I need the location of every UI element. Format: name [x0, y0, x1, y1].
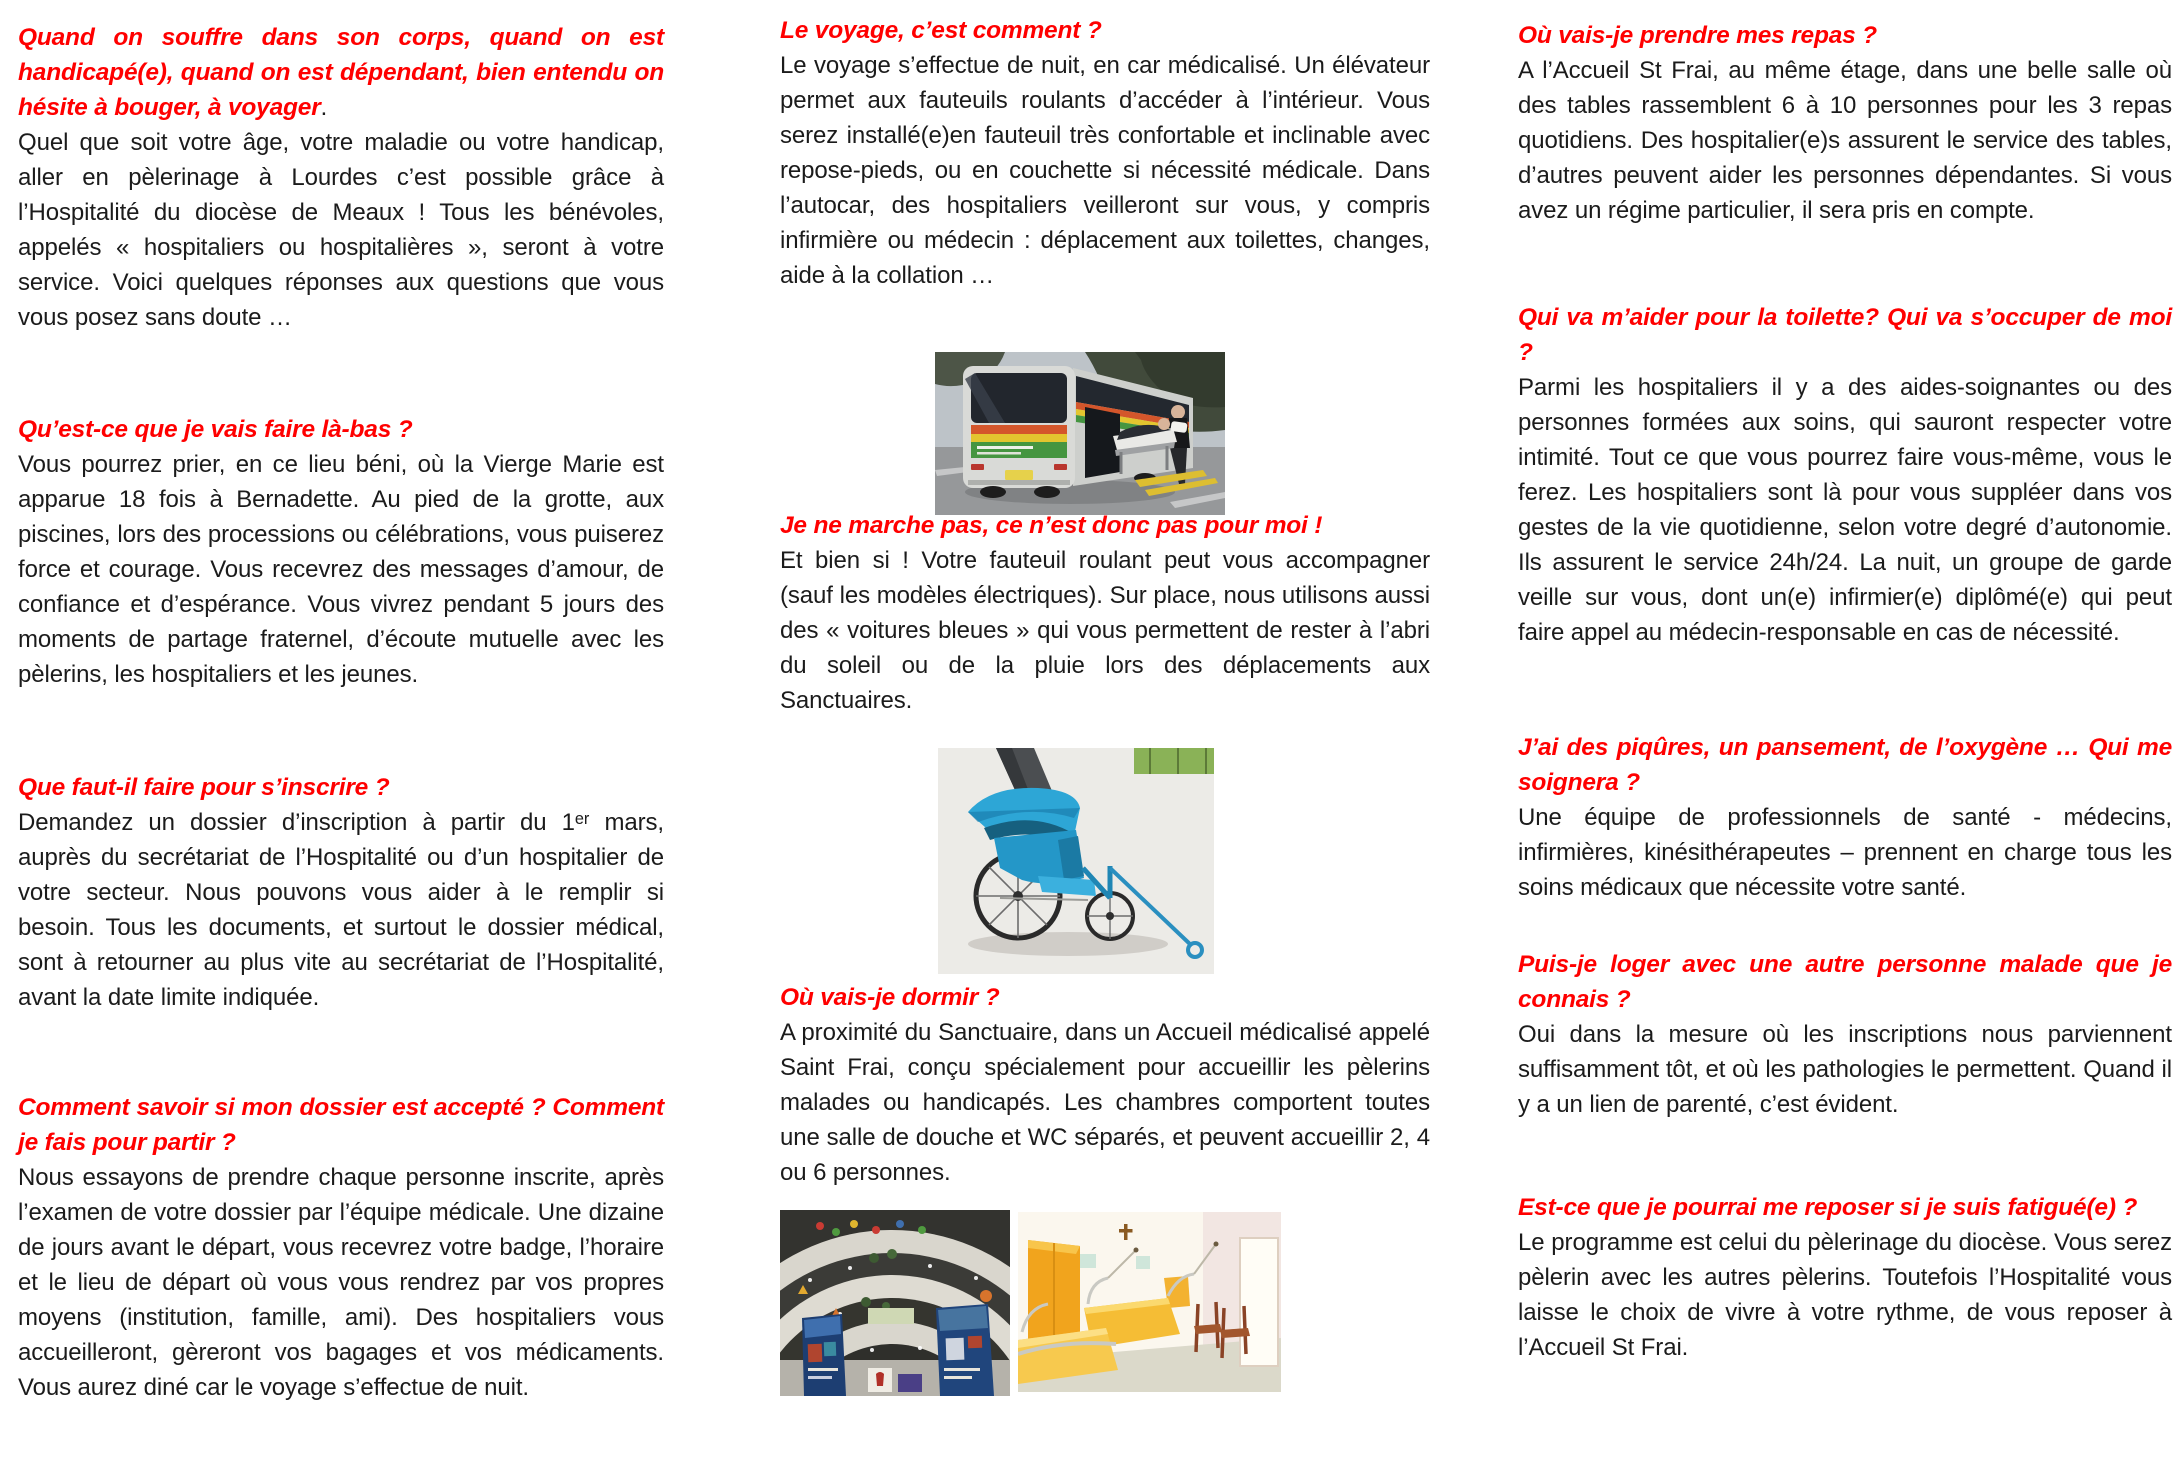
- medicalized-coach-photo: [935, 352, 1225, 515]
- question-heading-text: Qui va m’aider pour la toilette? Qui va s’occuper de moi ?: [1518, 304, 2172, 366]
- question-heading: [18, 770, 664, 805]
- blue-cart-illustration: [938, 748, 1214, 974]
- section-repas: [1518, 18, 2172, 228]
- answer-paragraph: Oui dans la mesure où les inscriptions nous parviennent suffisamment tôt, et où les pathologies le permettent. Quand il y a un lien de parenté, c’est évident.: [1518, 1021, 2172, 1118]
- answer-paragraph: Le voyage s’effectue de nuit, en car médicalisé. Un élévateur permet aux fauteuils roulants d’accéder à l’intérieur. Vous serez installé(e)en fauteuil très confortable et inclinable avec repose-pieds, ou en couchette si nécessité médicale. Dans l’autocar, des hospitaliers veilleront sur vous, y compris infirmière ou médecin : déplacement aux toilettes, changes, aide à la collation …: [780, 52, 1430, 289]
- answer-paragraph: Le programme est celui du pèlerinage du diocèse. Vous serez pèlerin avec les autres pèlerins. Toutefois l’Hospitalité vous laisse le choix de vivre à votre rythme, de vous reposer à l’Accueil St Frai.: [1518, 1229, 2172, 1361]
- question-heading: [1518, 730, 2172, 800]
- question-heading-text: Le voyage, c’est comment ?: [780, 17, 1102, 44]
- question-heading: [18, 412, 664, 447]
- blue-cart-photo: [938, 748, 1214, 974]
- question-heading: [1518, 18, 2172, 53]
- question-heading: [780, 508, 1430, 543]
- question-heading: [780, 980, 1430, 1015]
- question-heading-text: Que faut-il faire pour s’inscrire ?: [18, 774, 390, 801]
- section-je-ne-marche-pas: [780, 508, 1430, 718]
- answer-paragraph: Une équipe de professionnels de santé - médecins, infirmières, kinésithérapeutes – prennent en charge tous les soins médicaux que nécessite votre santé.: [1518, 804, 2172, 901]
- section-loger: [1518, 947, 2172, 1122]
- answer-paragraph: Nous essayons de prendre chaque personne inscrite, après l’examen de votre dossier par l’équipe médicale. Une dizaine de jours avant le départ, vous recevrez votre badge, l’horaire et le lieu de départ où vous vous rendrez par vos propres moyens (institution, famille, ami). Des hospitaliers vous accueilleront, gèreront vos bagages et vos médicaments. Vous aurez diné car le voyage s’effectue de nuit.: [18, 1164, 664, 1401]
- question-heading-text: Est-ce que je pourrai me reposer si je suis fatigué(e) ?: [1518, 1194, 2138, 1221]
- answer-paragraph: Demandez un dossier d’inscription à partir du 1ᵉʳ mars, auprès du secrétariat de l’Hospitalité ou d’un hospitalier de votre secteur. Nous pouvons vous aider à le remplir si besoin. Tous les documents, et surtout le dossier médical, sont à retourner au plus vite au secrétariat de l’Hospitalité, avant la date limite indiquée.: [18, 809, 664, 1011]
- question-heading-text: Comment savoir si mon dossier est accepté ? Comment je fais pour partir ?: [18, 1094, 664, 1156]
- bedroom-illustration: [1018, 1212, 1281, 1392]
- question-heading-text: Qu’est-ce que je vais faire là-bas ?: [18, 416, 413, 443]
- answer-paragraph: Et bien si ! Votre fauteuil roulant peut vous accompagner (sauf les modèles électriques). Sur place, nous utilisons aussi des « voitures bleues » qui vous permettent de rester à l’abri du soleil ou de la pluie lors des déplacements aux Sanctuaires.: [780, 547, 1430, 714]
- column-middle: [780, 0, 1430, 1484]
- answer-paragraph: Quel que soit votre âge, votre maladie ou votre handicap, aller en pèlerinage à Lourdes c’est possible grâce à l’Hospitalité du diocèse de Meaux ! Tous les bénévoles, appelés « hospitaliers ou hospitalières », seront à votre service. Voici quelques réponses aux questions que vous vous posez sans doute …: [18, 129, 664, 331]
- column-right: [1518, 0, 2172, 1484]
- section-inscription: [18, 770, 664, 1015]
- question-heading: [780, 13, 1430, 48]
- section-intro: [18, 20, 664, 335]
- question-heading: [1518, 1190, 2172, 1225]
- section-dossier-accepte: [18, 1090, 664, 1405]
- section-reposer: [1518, 1190, 2172, 1365]
- atrium-illustration: [780, 1210, 1010, 1396]
- question-heading-text: Je ne marche pas, ce n’est donc pas pour moi !: [780, 512, 1323, 539]
- question-heading-text: Où vais-je dormir ?: [780, 984, 1000, 1011]
- section-voyage: [780, 13, 1430, 293]
- question-heading-text: Puis-je loger avec une autre personne malade que je connais ?: [1518, 951, 2172, 1013]
- medicalized-coach-illustration: [935, 352, 1225, 515]
- section-faire-la-bas: [18, 412, 664, 692]
- section-soins: [1518, 730, 2172, 905]
- answer-paragraph: A l’Accueil St Frai, au même étage, dans une belle salle où des tables rassemblent 6 à 10 personnes pour les 3 repas quotidiens. Des hospitalier(e)s assurent le service des tables, d’autres peuvent aider les personnes dépendantes. Si vous avez un régime particulier, il sera pris en compte.: [1518, 57, 2172, 224]
- section-dormir: [780, 980, 1430, 1190]
- question-heading-text: Quand on souffre dans son corps, quand on est handicapé(e), quand on est dépendant, bien entendu on hésite à bouger, à voyager: [18, 24, 664, 121]
- question-heading-text: Où vais-je prendre mes repas ?: [1518, 22, 1877, 49]
- section-toilette: [1518, 300, 2172, 650]
- answer-paragraph: Parmi les hospitaliers il y a des aides-soignantes ou des personnes formées aux soins, qui sauront respecter votre intimité. Tout ce que vous pourrez faire vous-même, vous le ferez. Les hospitaliers sont là pour vous suppléer dans vos gestes de la vie quotidienne, selon votre degré d’autonomie. Ils assurent le service 24h/24. La nuit, un groupe de garde veille sur vous, dont un(e) infirmier(e) diplômé(e) qui peut faire appel au médecin-responsable en cas de nécessité.: [1518, 374, 2172, 646]
- heading-suffix: .: [320, 94, 328, 121]
- question-heading-text: J’ai des piqûres, un pansement, de l’oxygène … Qui me soignera ?: [1518, 734, 2172, 796]
- question-heading: [1518, 947, 2172, 1017]
- answer-paragraph: A proximité du Sanctuaire, dans un Accueil médicalisé appelé Saint Frai, conçu spécialement pour accueillir les pèlerins malades ou handicapés. Les chambres comportent toutes une salle de douche et WC séparés, et peuvent accueillir 2, 4 ou 6 personnes.: [780, 1019, 1430, 1186]
- answer-paragraph: Vous pourrez prier, en ce lieu béni, où la Vierge Marie est apparue 18 fois à Bernadette. Au pied de la grotte, aux piscines, lors des processions ou célébrations, vous puiserez force et courage. Vous recevrez des messages d’amour, de confiance et d’espérance. Vous vivrez pendant 5 jours des moments de partage fraternel, d’écoute mutuelle avec les pèlerins, les hospitaliers et les jeunes.: [18, 451, 664, 688]
- column-left: [18, 0, 664, 1484]
- question-heading: [1518, 300, 2172, 370]
- atrium-photo: [780, 1210, 1010, 1396]
- question-heading: [18, 20, 664, 125]
- bedroom-photo: [1018, 1212, 1281, 1392]
- question-heading: [18, 1090, 664, 1160]
